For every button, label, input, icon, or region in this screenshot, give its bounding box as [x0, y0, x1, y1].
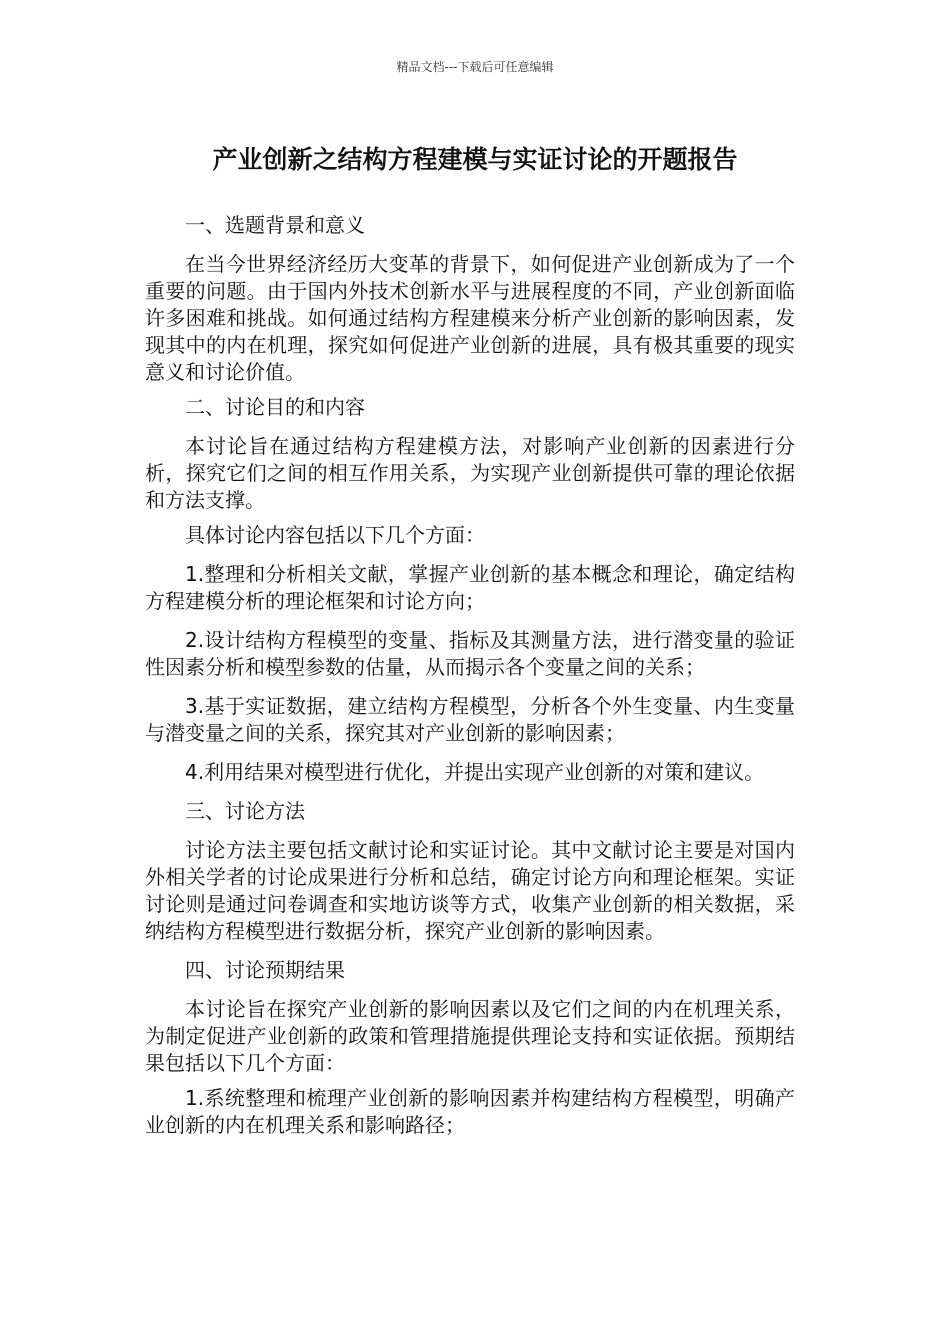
header-note: 精品文档---下载后可任意编辑	[396, 60, 554, 74]
document-body	[145, 212, 795, 1147]
section-heading: 四、讨论预期结果	[185, 958, 345, 982]
section-heading: 一、选题背景和意义	[185, 213, 365, 237]
paragraph: 本讨论旨在探究产业创新的影响因素以及它们之间的内在机理关系，为制定促进产业创新的政策和管理措施提供理论支持和实证依据。预期结果包括以下几个方面：	[145, 997, 795, 1075]
list-item: 1.整理和分析相关文献，掌握产业创新的基本概念和理论，确定结构方程建模分析的理论框架和讨论方向；	[145, 562, 795, 613]
list-item: 1.系统整理和梳理产业创新的影响因素并构建结构方程模型，明确产业创新的内在机理关系和影响路径；	[145, 1086, 795, 1137]
list-item: 2.设计结构方程模型的变量、指标及其测量方法，进行潜变量的验证性因素分析和模型参数的估量，从而揭示各个变量之间的关系；	[145, 628, 795, 679]
section-heading: 三、讨论方法	[185, 799, 305, 823]
section-heading: 二、讨论目的和内容	[185, 395, 365, 419]
paragraph: 本讨论旨在通过结构方程建模方法，对影响产业创新的因素进行分析，探究它们之间的相互作用关系，为实现产业创新提供可靠的理论依据和方法支撑。	[145, 434, 795, 512]
paragraph: 具体讨论内容包括以下几个方面：	[185, 523, 485, 547]
list-item: 4.利用结果对模型进行优化，并提出实现产业创新的对策和建议。	[185, 760, 765, 784]
list-item: 3.基于实证数据，建立结构方程模型，分析各个外生变量、内生变量与潜变量之间的关系，探究其对产业创新的影响因素；	[145, 694, 795, 745]
paragraph: 讨论方法主要包括文献讨论和实证讨论。其中文献讨论主要是对国内外相关学者的讨论成果进行分析和总结，确定讨论方向和理论框架。实证讨论则是通过问卷调查和实地访谈等方式，收集产业创新的相关数据，采纳结构方程模型进行数据分析，探究产业创新的影响因素。	[145, 838, 795, 943]
document-title: 产业创新之结构方程建模与实证讨论的开题报告	[212, 145, 738, 174]
paragraph: 在当今世界经济经历大变革的背景下，如何促进产业创新成为了一个重要的问题。由于国内外技术创新水平与进展程度的不同，产业创新面临许多困难和挑战。如何通过结构方程建模来分析产业创新的影响因素，发现其中的内在机理，探究如何促进产业创新的进展，具有极其重要的现实意义和讨论价值。	[145, 252, 795, 384]
